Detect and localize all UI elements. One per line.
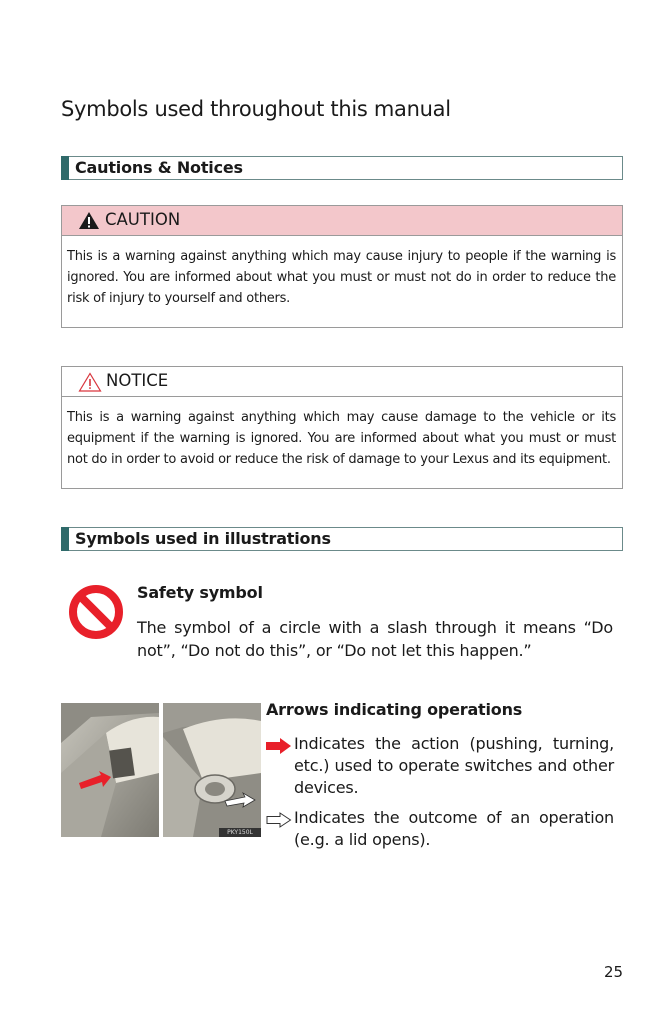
caution-header (62, 206, 622, 236)
section-accent (61, 527, 69, 551)
armrest-photo-right (163, 703, 261, 837)
caution-title: CAUTION (105, 210, 181, 229)
notice-text: This is a warning against anything which may cause damage to the vehicle or its equipment if the warning is ignored. You are informed about what you must or must not do in order to avoid or reduce the risk of damage to your Lexus and its equipment. (67, 410, 616, 467)
arrow-item-action (266, 733, 614, 799)
notice-title: NOTICE (106, 371, 169, 390)
caution-box (61, 205, 623, 328)
outline-arrow-icon (266, 812, 292, 828)
arrow-item-text: Indicates the action (pushing, turning, etc.) used to operate switches and other devices. (294, 734, 614, 797)
section-header-cautions (61, 156, 623, 180)
section-header-illustrations (61, 527, 623, 551)
section-accent (61, 156, 69, 180)
armrest-photo-left (61, 703, 159, 837)
page-number: 25 (604, 963, 624, 981)
page-title: Symbols used throughout this manual (61, 97, 451, 121)
safety-heading: Safety symbol (137, 583, 263, 602)
notice-header (62, 367, 622, 397)
caution-text: This is a warning against anything which may cause injury to people if the warning is ignored. You are informed about what you must or must not do in order to reduce the risk of injury to yourself and others. (67, 249, 616, 306)
arrows-heading: Arrows indicating operations (266, 700, 523, 719)
arrow-item-text: Indicates the outcome of an operation (e.g. a lid opens). (294, 808, 614, 849)
solid-red-arrow-icon (266, 738, 292, 754)
warning-icon (78, 211, 100, 230)
prohibition-icon (68, 584, 124, 640)
notice-box (61, 366, 623, 489)
photo-code: PKY150L (219, 828, 261, 837)
section-label: Cautions & Notices (75, 158, 243, 177)
section-label: Symbols used in illustrations (75, 529, 331, 548)
warning-outline-icon (78, 372, 102, 392)
arrow-item-outcome (266, 807, 614, 851)
safety-text: The symbol of a circle with a slash through it means “Do not”, “Do not do this”, or “Do not let this happen.” (137, 618, 613, 660)
